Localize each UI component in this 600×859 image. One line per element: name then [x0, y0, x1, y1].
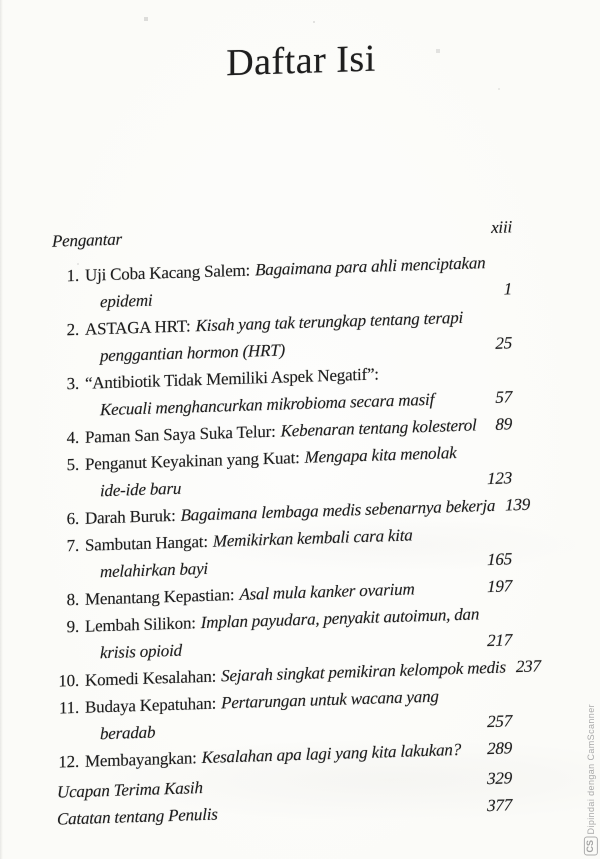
entry-subtitle: Mengapa kita menolak: [304, 443, 457, 467]
page-number: 89: [495, 414, 512, 434]
entry-subtitle: Implan payudara, penyakit autoimun, dan: [200, 604, 480, 633]
entry-subtitle: Sejarah singkat pemikiran kelompok medis: [221, 657, 506, 686]
entry-number: 12.: [58, 751, 79, 772]
toc-list: [44, 248, 541, 776]
page-number: 237: [515, 656, 541, 677]
page-number: 329: [487, 768, 512, 789]
entry-title: Budaya Kepatuhan:: [85, 693, 217, 717]
page-number: 57: [495, 387, 512, 407]
entry-title: “Antibiotik Tidak Memiliki Aspek Negatif”:: [85, 364, 379, 393]
entry-number: 8.: [66, 589, 79, 610]
entry-subtitle: Kisah yang tak terungkap tentang terapi: [195, 307, 464, 336]
entry-title: ASTAGA HRT:: [85, 316, 191, 339]
camscanner-watermark: [584, 704, 598, 856]
page-number: 165: [487, 549, 512, 570]
page-number: 289: [487, 738, 512, 759]
entry-number: 9.: [66, 616, 79, 637]
page-number: 1: [503, 279, 512, 299]
entry-subtitle-cont: beradab: [100, 722, 156, 744]
page-number: 257: [487, 711, 512, 732]
entry-subtitle: Bagaimana para ahli menciptakan: [255, 253, 486, 280]
toc-entry-front-matter: [44, 213, 512, 255]
entry-subtitle-cont: penggantian hormon (HRT): [100, 340, 286, 366]
entry-title: Penganut Keyakinan yang Kuat:: [85, 447, 300, 474]
entry-label: Pengantar: [52, 229, 122, 251]
entry-number: 4.: [66, 427, 79, 448]
entry-title: Darah Buruk:: [85, 505, 176, 528]
page-number: 217: [487, 630, 512, 651]
page-number: 139: [505, 494, 531, 515]
page-title: Daftar Isi: [226, 37, 376, 85]
entry-title: Paman San Saya Suka Telur:: [85, 421, 276, 447]
entry-subtitle: Kesalahan apa lagi yang kita lakukan?: [201, 739, 462, 768]
entry-subtitle-cont: epidemi: [100, 290, 153, 312]
entry-subtitle: Bagaimana lembaga medis sebenarnya bekerja: [180, 495, 496, 525]
entry-number: 5.: [66, 454, 79, 475]
camscanner-watermark-text: Dipindai dengan CamScanner: [586, 704, 597, 835]
entry-title: Membayangkan:: [85, 748, 197, 771]
entry-number: 7.: [66, 535, 79, 556]
entry-number: 3.: [66, 373, 79, 394]
entry-title: Komedi Kesalahan:: [85, 666, 217, 690]
entry-title: Uji Coba Kacang Salem:: [85, 260, 251, 285]
page-number: 197: [487, 576, 512, 597]
entry-subtitle: Memikirkan kembali cara kita: [212, 525, 413, 551]
page-number: xiii: [491, 217, 512, 237]
entry-subtitle-cont: melahirkan bayi: [100, 558, 208, 582]
page-number: 25: [495, 333, 512, 353]
entry-label: Catatan tentang Penulis: [57, 804, 218, 829]
entry-label: Ucapan Terima Kasih: [57, 778, 203, 802]
page-number: 123: [487, 468, 512, 489]
entry-subtitle: Pertarungan untuk wacana yang: [221, 686, 439, 713]
entry-subtitle-cont: Kecuali menghancurkan mikrobioma secara masif: [100, 389, 435, 420]
entry-title: Menantang Kepastian:: [85, 585, 235, 609]
entry-subtitle: Asal mula kanker ovarium: [239, 579, 415, 604]
entry-title: Sambutan Hangat:: [85, 531, 208, 555]
entry-number: 11.: [58, 697, 79, 718]
entry-subtitle-cont: krisis opioid: [100, 640, 182, 663]
page-number: 377: [487, 795, 512, 816]
entry-subtitle-cont: ide-ide baru: [100, 478, 182, 501]
entry-number: 6.: [66, 508, 79, 529]
camscanner-logo-icon: CS: [584, 837, 598, 856]
entry-number: 10.: [58, 670, 79, 691]
scan-speckles: [0, 0, 2, 2]
back-matter-list: [44, 764, 512, 833]
page-content: [44, 0, 541, 833]
entry-number: 1.: [66, 265, 79, 286]
entry-subtitle: Kebenaran tentang kolesterol: [280, 415, 477, 441]
entry-number: 2.: [66, 319, 79, 340]
entry-title: Lembah Silikon:: [85, 613, 196, 636]
